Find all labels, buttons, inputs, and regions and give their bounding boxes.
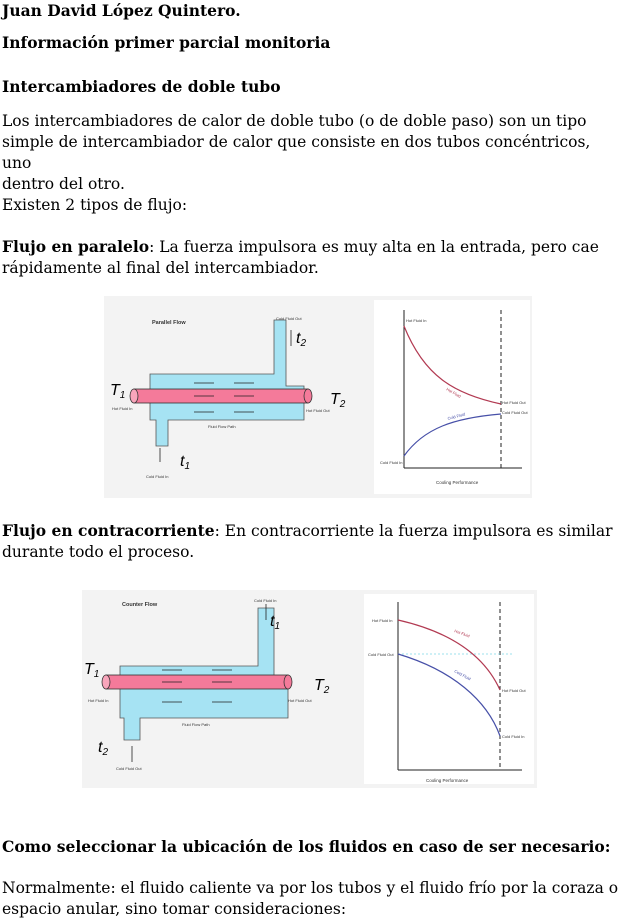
parallel-paragraph bbox=[2, 236, 622, 279]
hot-out-label: Hot Fluid Out bbox=[306, 408, 330, 413]
intro-line: simple de intercambiador de calor que consiste en dos tubos concéntricos, uno bbox=[2, 133, 591, 172]
graph-cold-out-label: Cold Fluid Out bbox=[502, 410, 528, 415]
section-title: Intercambiadores de doble tubo bbox=[2, 77, 281, 96]
author-name: Juan David López Quintero. bbox=[2, 1, 241, 20]
graph-cold-in-label: Cold Fluid In bbox=[502, 734, 525, 739]
t2-label: t2 bbox=[98, 739, 109, 758]
parallel-desc: : La fuerza impulsora es muy alta en la entrada, pero cae bbox=[149, 238, 599, 256]
hot-in-label: Hot Fluid In bbox=[88, 698, 109, 703]
selection-paragraph bbox=[2, 878, 622, 920]
diagram-title: Counter Flow bbox=[122, 602, 158, 608]
T1-label: T1 bbox=[110, 382, 126, 401]
parallel-term: Flujo en paralelo bbox=[2, 237, 150, 256]
intro-paragraph bbox=[2, 111, 622, 195]
t1-label: t1 bbox=[270, 613, 281, 632]
graph-cold-curve-label: Cold Fluid bbox=[446, 411, 466, 421]
inner-tube bbox=[106, 675, 288, 689]
counter-flow-figure bbox=[82, 590, 537, 788]
graph-cold-out-label: Cold Fluid Out bbox=[368, 652, 394, 657]
cold-out-label: Cold Fluid Out bbox=[116, 766, 142, 771]
counter-desc: : En contracorriente la fuerza impulsora es similar bbox=[214, 522, 613, 540]
selection-line: Normalmente: el fluido caliente va por los tubos y el fluido frío por la coraza o bbox=[2, 879, 619, 897]
counter-flow-diagram bbox=[82, 590, 537, 788]
graph-hot-curve-label: Hot Fluid bbox=[453, 628, 471, 639]
intro-line: dentro del otro. bbox=[2, 175, 125, 193]
t1-label: t1 bbox=[180, 453, 191, 472]
flow-path-label: Fluid Flow Path bbox=[182, 722, 210, 727]
graph-hot-in-label: Hot Fluid In bbox=[372, 618, 393, 623]
counter-paragraph bbox=[2, 520, 622, 563]
T2-label: T2 bbox=[330, 391, 346, 410]
graph-hot-out-label: Hot Fluid Out bbox=[502, 688, 526, 693]
graph-hot-curve-label: Hot Fluid bbox=[445, 386, 462, 399]
selection-title: Como seleccionar la ubicación de los fluidos en caso de ser necesario: bbox=[2, 837, 611, 856]
inner-tube bbox=[134, 389, 308, 403]
counter-desc-line: durante todo el proceso. bbox=[2, 543, 195, 561]
graph-cold-curve-label: Cold Fluid bbox=[453, 668, 472, 682]
counter-term: Flujo en contracorriente bbox=[2, 521, 215, 540]
hot-in-label: Hot Fluid In bbox=[112, 406, 133, 411]
document-subtitle: Información primer parcial monitoria bbox=[2, 33, 331, 52]
selection-line: espacio anular, sino tomar consideraciones: bbox=[2, 900, 347, 918]
graph-cold-in-label: Cold Fluid In bbox=[380, 460, 403, 465]
parallel-flow-figure bbox=[104, 296, 532, 498]
T1-label: T1 bbox=[84, 661, 100, 680]
cold-in-label: Cold Fluid In bbox=[146, 474, 169, 479]
diagram-title: Parallel Flow bbox=[152, 320, 186, 326]
T2-label: T2 bbox=[314, 677, 330, 696]
parallel-desc-line: rápidamente al final del intercambiador. bbox=[2, 259, 319, 277]
graph-xlabel: Cooling Performance bbox=[426, 778, 469, 783]
flow-types-intro: Existen 2 tipos de flujo: bbox=[2, 196, 188, 214]
flow-path-label: Fluid Flow Path bbox=[208, 424, 236, 429]
cold-in-top-label: Cold Fluid In bbox=[254, 598, 277, 603]
intro-line: Los intercambiadores de calor de doble tubo (o de doble paso) son un tipo bbox=[2, 112, 587, 130]
graph-hot-in-label: Hot Fluid In bbox=[406, 318, 427, 323]
cold-out-label: Cold Fluid Out bbox=[276, 316, 302, 321]
graph-xlabel: Cooling Performance bbox=[436, 480, 479, 485]
t2-label: t2 bbox=[296, 330, 307, 349]
hot-out-label: Hot Fluid Out bbox=[288, 698, 312, 703]
graph-hot-out-label: Hot Fluid Out bbox=[502, 400, 526, 405]
parallel-flow-diagram bbox=[104, 296, 532, 498]
